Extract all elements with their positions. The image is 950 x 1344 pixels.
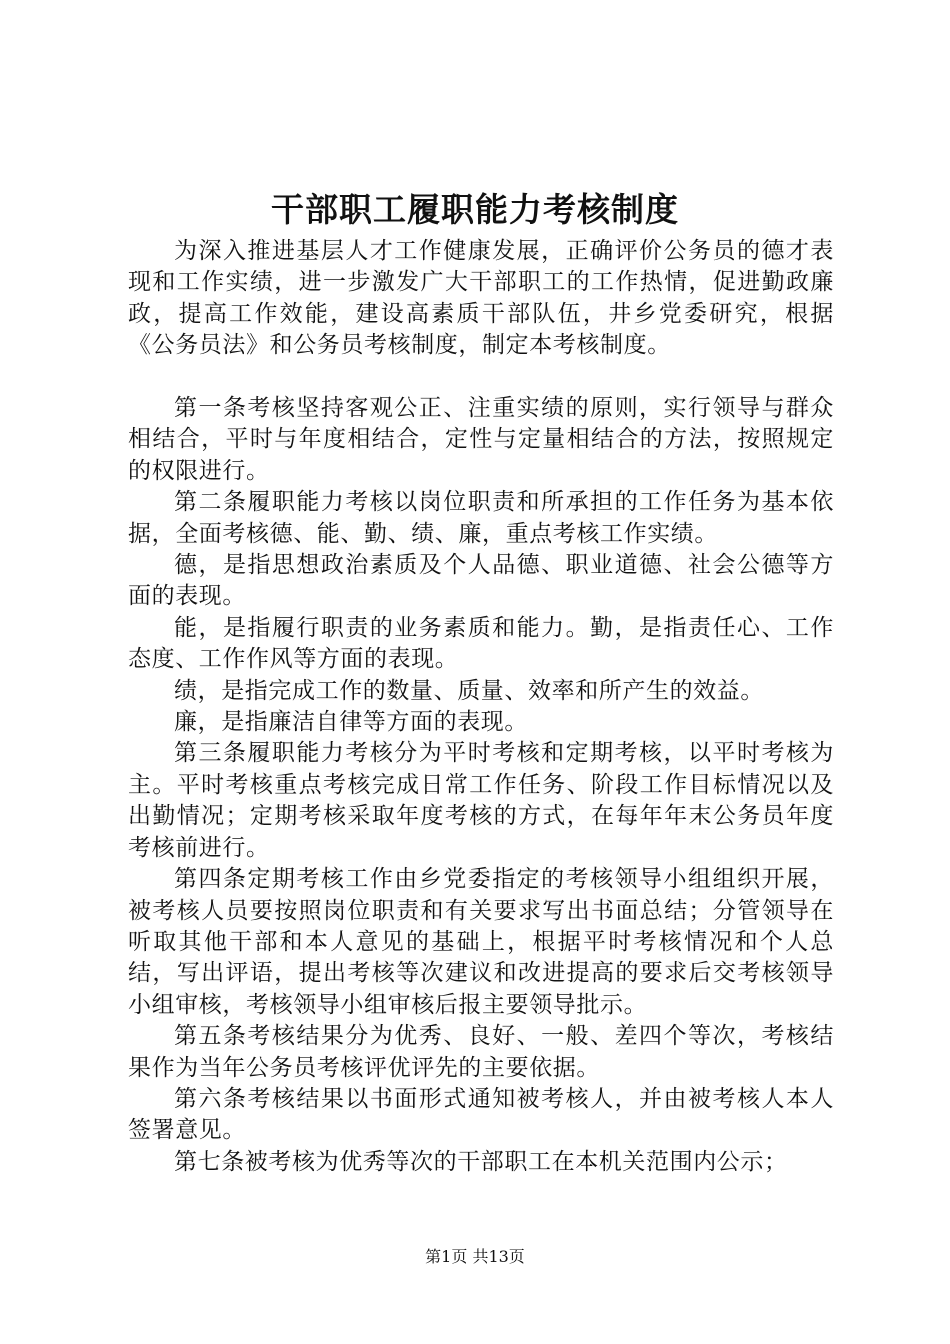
document-title: 干部职工履职能力考核制度	[271, 190, 679, 229]
article-1-paragraph: 第一条考核坚持客观公正、注重实绩的原则，实行领导与群众相结合，平时与年度相结合，定性与定量相结合的方法，按照规定的权限进行。	[128, 395, 834, 484]
article-4-paragraph: 第四条定期考核工作由乡党委指定的考核领导小组组织开展，被考核人员要按照岗位职责和有关要求写出书面总结；分管领导在听取其他干部和本人意见的基础上，根据平时考核情况和个人总结，写出评语，提出考核等次建议和改进提高的要求后交考核领导小组审核，考核领导小组审核后报主要领导批示。	[128, 866, 834, 1018]
article-7-paragraph: 第七条被考核为优秀等次的干部职工在本机关范围内公示；	[174, 1148, 788, 1175]
neng-qin-definition-paragraph: 能，是指履行职责的业务素质和能力。勤，是指责任心、工作态度、工作作风等方面的表现。	[128, 614, 834, 673]
article-6-paragraph: 第六条考核结果以书面形式通知被考核人，并由被考核人本人签署意见。	[128, 1085, 834, 1144]
ji-definition-paragraph: 绩，是指完成工作的数量、质量、效率和所产生的效益。	[174, 677, 764, 704]
article-2-paragraph: 第二条履职能力考核以岗位职责和所承担的工作任务为基本依据，全面考核德、能、勤、绩、廉，重点考核工作实绩。	[128, 489, 834, 547]
intro-paragraph: 为深入推进基层人才工作健康发展，正确评价公务员的德才表现和工作实绩，进一步激发广大干部职工的工作热情，促进勤政廉政，提高工作效能，建设高素质干部队伍，井乡党委研究，根据《公务员法》和公务员考核制度，制定本考核制度。	[128, 238, 834, 359]
document-body	[128, 236, 834, 1178]
de-definition-paragraph: 德，是指思想政治素质及个人品德、职业道德、社会公德等方面的表现。	[128, 552, 834, 610]
lian-definition-paragraph: 廉，是指廉洁自律等方面的表现。	[174, 709, 528, 736]
article-3-paragraph: 第三条履职能力考核分为平时考核和定期考核，以平时考核为主。平时考核重点考核完成日常工作任务、阶段工作目标情况以及出勤情况；定期考核采取年度考核的方式，在每年年末公务员年度考核前进行。	[128, 740, 834, 861]
page-footer: 第1页 共13页	[425, 1247, 525, 1266]
article-5-paragraph: 第五条考核结果分为优秀、良好、一般、差四个等次，考核结果作为当年公务员考核评优评先的主要依据。	[128, 1023, 834, 1081]
